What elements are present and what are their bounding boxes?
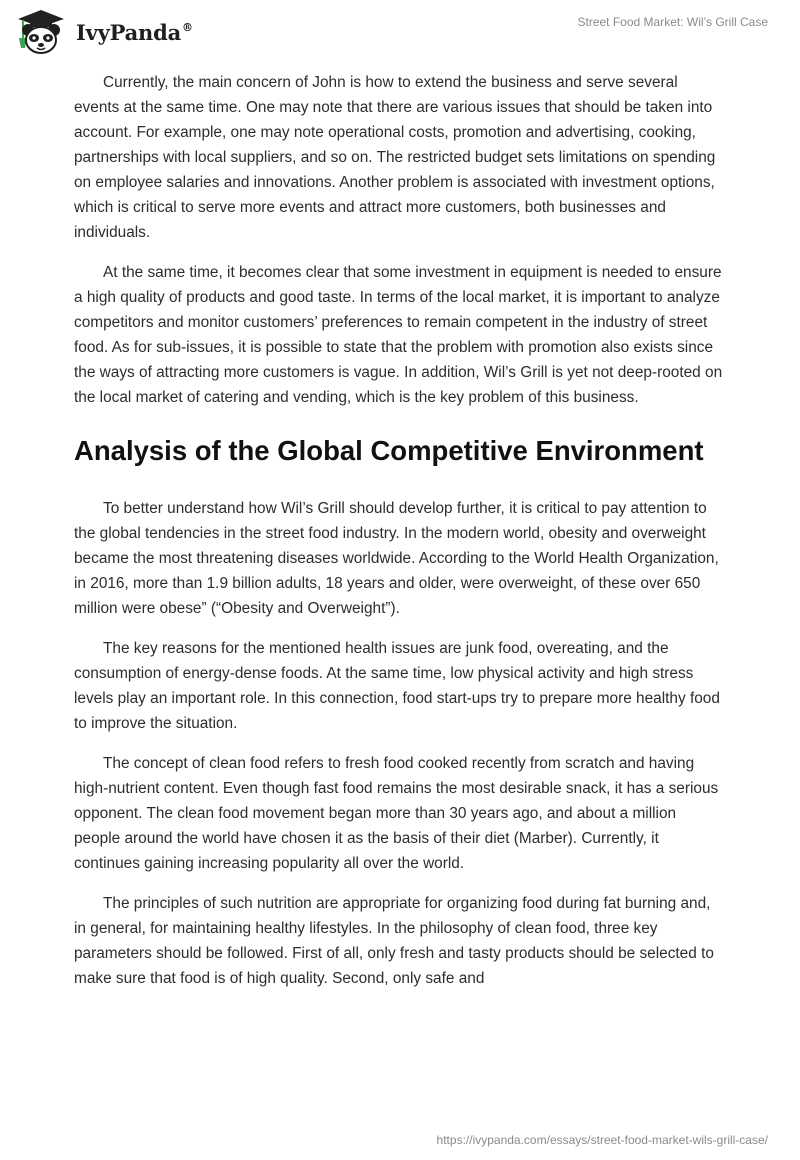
paragraph: The key reasons for the mentioned health issues are junk food, overeating, and the consumption of energy-dense foods. At the same time, low physical activity and high stress levels play an important role. In this connection, food start-ups try to prepare more healthy food to improve the situation. — [74, 640, 720, 732]
brand-name: IvyPanda® — [76, 19, 193, 45]
section-heading: Analysis of the Global Competitive Environment — [74, 435, 704, 466]
essay-content — [74, 70, 724, 1006]
paragraph: Currently, the main concern of John is how to extend the business and serve several events at the same time. One may note that there are various issues that should be taken into account. For example, one may note operational costs, promotion and advertising, cooking, partnerships with local suppliers, and so on. The restricted budget sets limitations on spending on employee salaries and innovations. Another problem is associated with investment options, which is critical to serve more events and attract more customers, both businesses and individuals. — [74, 74, 716, 241]
document-title: Street Food Market: Wil’s Grill Case — [577, 15, 768, 29]
paragraph: The principles of such nutrition are appropriate for organizing food during fat burning and, in general, for maintaining healthy lifestyles. In the philosophy of clean food, three key parameters should be followed. First of all, only fresh and tasty products should be selected to make sure that food is of high quality. Second, only safe and — [74, 895, 714, 987]
paragraph: The concept of clean food refers to fresh food cooked recently from scratch and having high-nutrient content. Even though fast food remains the most desirable snack, it has a serious opponent. The clean food movement began more than 30 years ago, and about a million people around the world have chosen it as the basis of their diet (Marber). Currently, it continues gaining increasing popularity all over the world. — [74, 755, 719, 872]
page-header — [0, 0, 800, 70]
registered-mark: ® — [182, 20, 193, 34]
paragraph: At the same time, it becomes clear that some investment in equipment is needed to ensure a high quality of products and good taste. In terms of the local market, it is important to analyze competitors and monitor customers’ preferences to remain competent in the industry of street food. As for sub-issues, it is possible to state that the problem with promotion also exists since the ways of attracting more customers is vague. In addition, Wil’s Grill is yet not deep-rooted on the local market of catering and vending, which is the key problem of this business. — [74, 264, 723, 406]
panda-graduate-icon — [14, 8, 68, 56]
source-url[interactable]: https://ivypanda.com/essays/street-food-market-wils-grill-case/ — [436, 1133, 768, 1147]
ivypanda-logo[interactable] — [14, 8, 193, 56]
paragraph: To better understand how Wil’s Grill should develop further, it is critical to pay attention to the global tendencies in the street food industry. In the modern world, obesity and overweight became the most threatening diseases worldwide. According to the World Health Organization, in 2016, more than 1.9 billion adults, 18 years and older, were overweight, of these over 650 million were obese” (“Obesity and Overweight”). — [74, 500, 719, 617]
